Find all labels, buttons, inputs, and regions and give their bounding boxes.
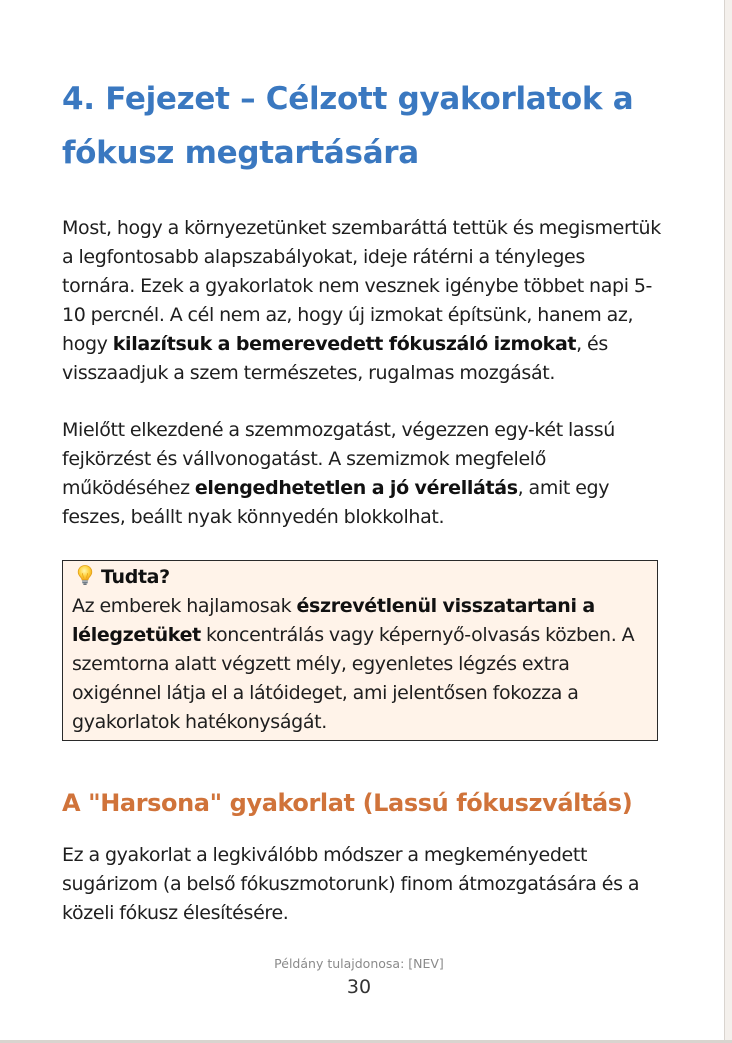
intro-paragraph-2-emphasis: elengedhetetlen a jó vérellátás bbox=[194, 477, 518, 499]
page-content bbox=[62, 72, 662, 956]
intro-paragraph-2-text-start: Mielőtt elkezdené a szemmozgatást, végezzen egy-két lassú fejkörzést és vállvonogatást. A szemizmok megfelelő működéséhez bbox=[62, 419, 615, 499]
tip-title: Tudta? bbox=[101, 566, 170, 588]
page-edge-right bbox=[724, 0, 732, 1043]
lightbulb-icon bbox=[75, 564, 95, 586]
intro-paragraph-1-text-end: , és visszaadjuk a szem természetes, rugalmas mozgását. bbox=[62, 333, 608, 384]
footer-owner-note: Példány tulajdonosa: [NEV] bbox=[274, 956, 444, 971]
tip-header bbox=[72, 563, 648, 592]
chapter-title: 4. Fejezet – Célzott gyakorlatok a fókusz megtartására bbox=[62, 81, 634, 171]
tip-text-end: koncentrálás vagy képernyő-olvasás közben. A szemtorna alatt végzett mély, egyenletes légzés extra oxigénnel látja el a látóideget, ami jelentősen fokozza a gyakorlatok hatékonyságát. bbox=[72, 624, 635, 733]
tip-box bbox=[62, 560, 658, 741]
page-number: 30 bbox=[346, 976, 372, 998]
intro-paragraph-2-text-end: , amit egy feszes, beállt nyak könnyedén blokkolhat. bbox=[62, 477, 610, 528]
intro-paragraph-1-text-start: Most, hogy a környezetünket szembaráttá tettük és megismertük a legfontosabb alapszabályokat, ideje rátérni a tényleges tornára. Ezek a gyakorlatok nem vesznek igénybe többet napi 5-10 percnél. A cél nem az, hogy új izmokat építsünk, hanem az, hogy bbox=[62, 217, 661, 355]
intro-paragraph-1 bbox=[62, 214, 662, 388]
intro-paragraph-2 bbox=[62, 416, 662, 532]
intro-paragraph-1-emphasis: kilazítsuk a bemerevedett fókuszáló izmokat bbox=[112, 333, 577, 355]
section-title: A "Harsona" gyakorlat (Lassú fókuszváltás) bbox=[62, 789, 633, 817]
section-paragraph: Ez a gyakorlat a legkiválóbb módszer a megkeményedett sugárizom (a belső fókuszmotorunk) finom átmozgatására és a közeli fókusz élesítésére. bbox=[62, 844, 640, 924]
tip-text-start: Az emberek hajlamosak bbox=[72, 595, 297, 617]
tip-text-emphasis: észrevétlenül visszatartani a lélegzetüket bbox=[72, 595, 595, 646]
